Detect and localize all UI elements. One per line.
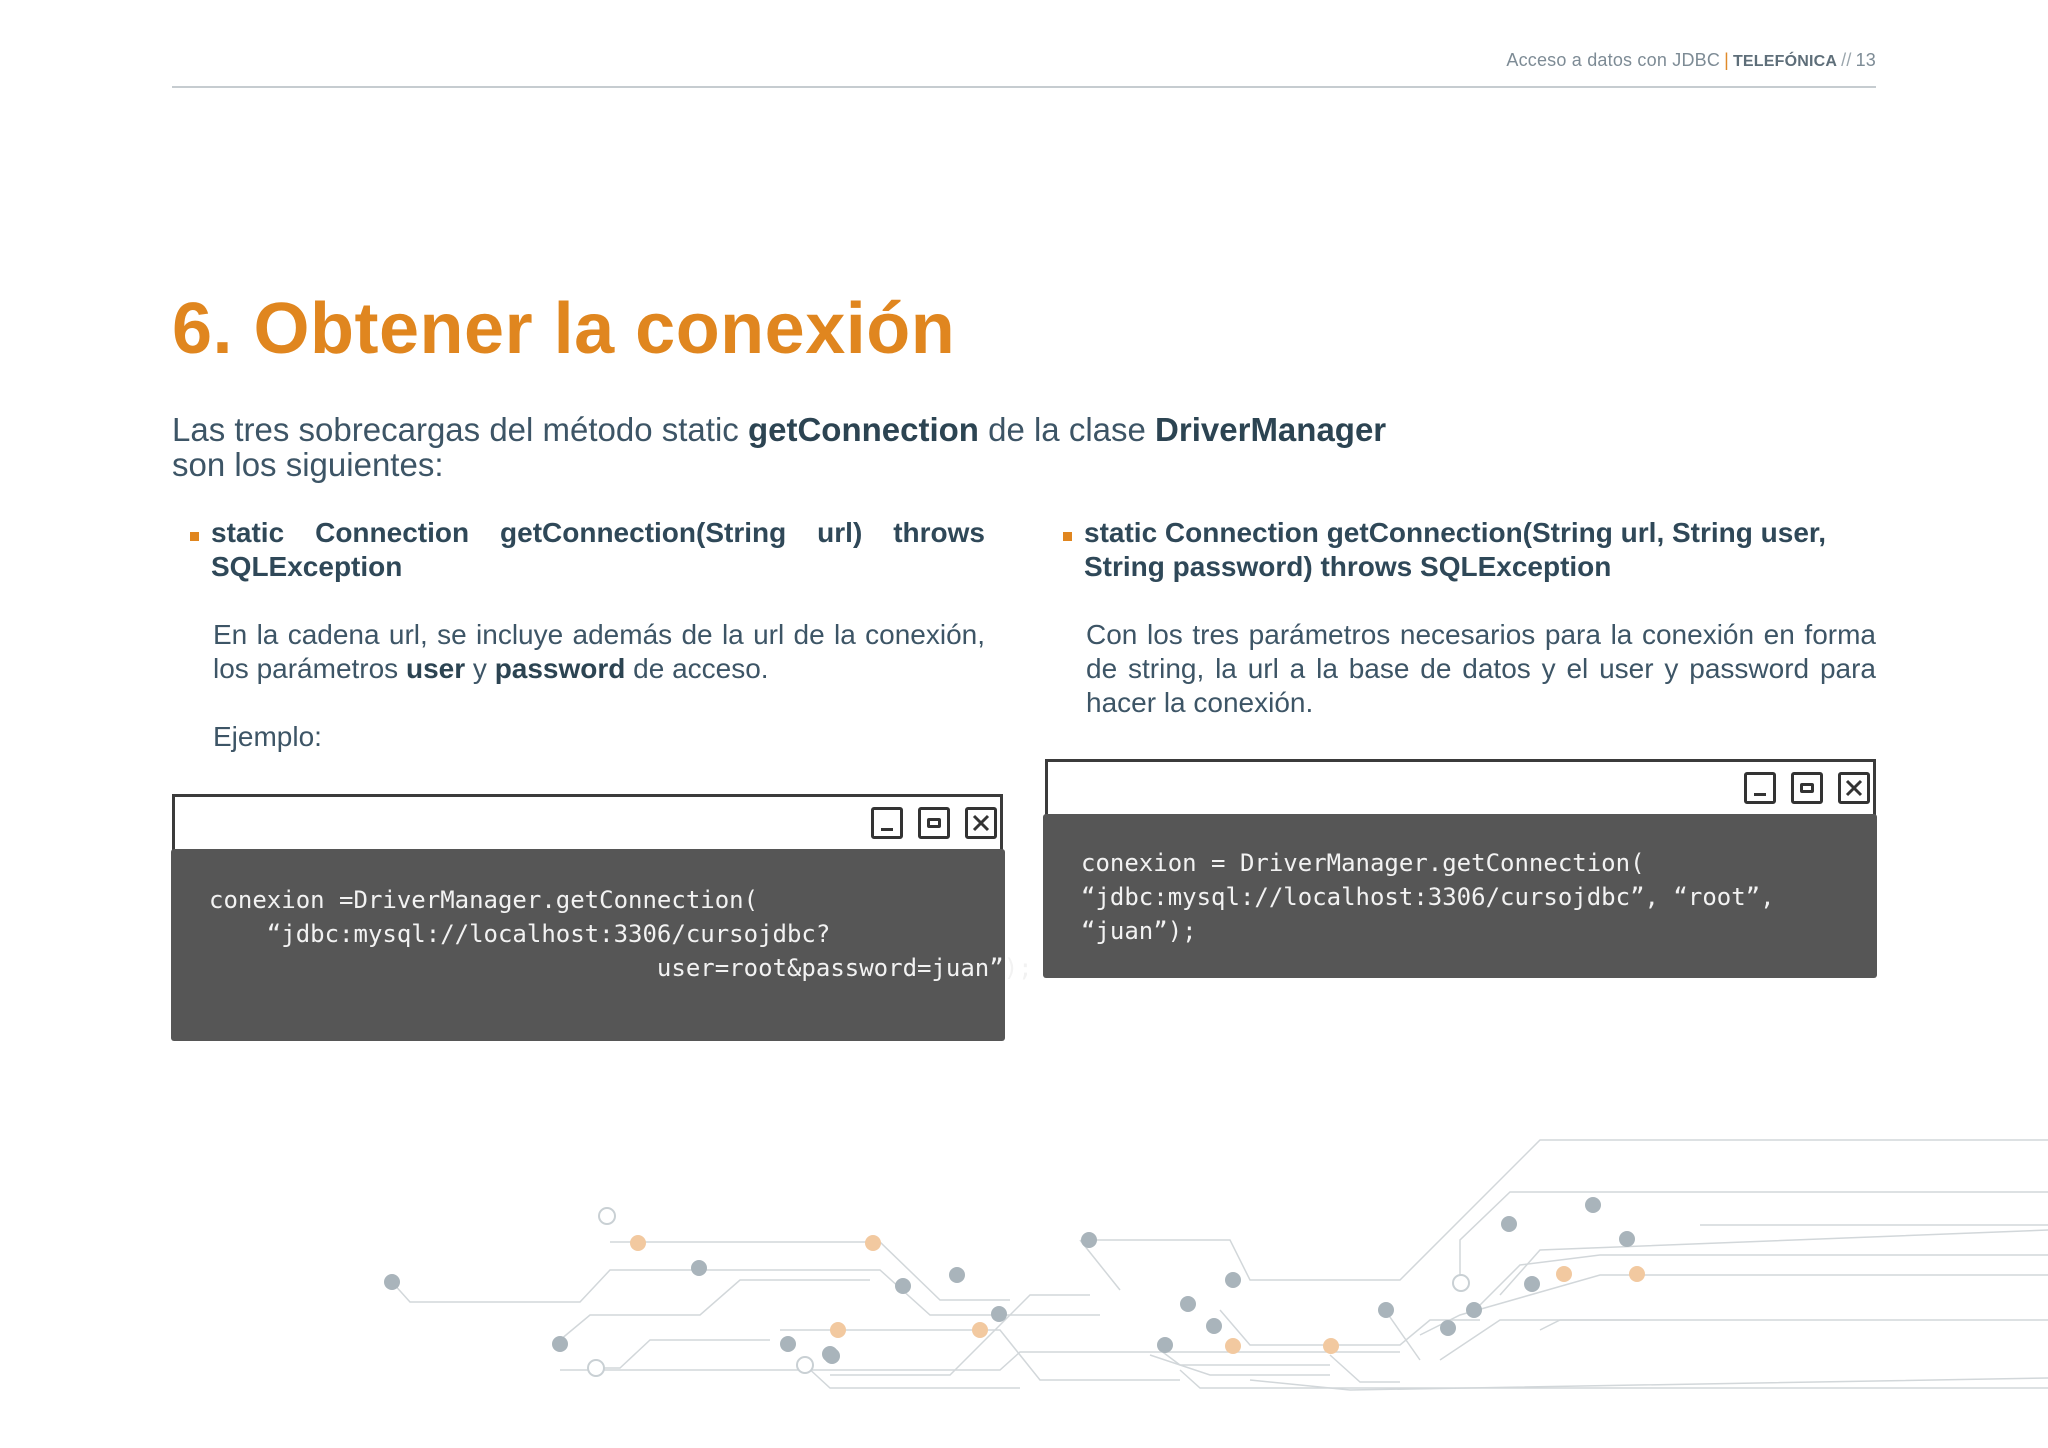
maximize-icon[interactable]	[918, 807, 950, 839]
maximize-icon[interactable]	[1791, 772, 1823, 804]
right-description: Con los tres parámetros necesarios para la conexión en forma de string, la url a la base de datos y el user y password para hacer la conexión.	[1086, 619, 1876, 718]
left-desc-2: y	[465, 653, 495, 684]
header-separator: |	[1724, 50, 1729, 70]
left-signature-text: static Connection getConnection(String url) throws SQLException	[211, 517, 985, 582]
right-column	[1063, 516, 1876, 720]
intro-bold-drivermanager: DriverManager	[1155, 411, 1387, 448]
close-icon[interactable]	[1838, 772, 1870, 804]
left-bullet-item	[190, 516, 985, 584]
example-label: Ejemplo:	[213, 721, 322, 752]
left-code-block: conexion =DriverManager.getConnection( “jdbc:mysql://localhost:3306/cursojdbc? user=root&password=juan”);	[171, 849, 1005, 1041]
right-bullet-item	[1063, 516, 1876, 584]
close-icon[interactable]	[965, 807, 997, 839]
running-header	[1506, 50, 1876, 71]
section-intro	[172, 412, 1472, 482]
intro-text-2: de la clase	[978, 411, 1156, 448]
left-description	[190, 618, 985, 686]
header-divider	[172, 86, 1876, 88]
intro-bold-getconnection: getConnection	[747, 411, 979, 448]
left-desc-3: de acceso.	[625, 653, 769, 684]
minimize-icon[interactable]	[1744, 772, 1776, 804]
right-signature: static Connection getConnection(String url, String user, String password) throws SQLException	[1084, 517, 1827, 582]
left-signature	[211, 516, 985, 584]
circuit-decoration	[0, 1120, 2048, 1420]
header-doc-title: Acceso a datos con JDBC	[1506, 50, 1721, 70]
bullet-marker	[190, 532, 199, 541]
left-desc-password: password	[494, 653, 626, 684]
left-code-window-titlebar	[172, 794, 1003, 855]
right-code-window-titlebar	[1045, 759, 1876, 820]
left-column	[190, 516, 985, 754]
section-title: 6. Obtener la conexión	[172, 289, 956, 369]
minimize-icon[interactable]	[871, 807, 903, 839]
bullet-marker	[1063, 532, 1072, 541]
left-desc-user: user	[405, 653, 466, 684]
left-desc-1: En la cadena url, se incluye además de la url de la conexión, los parámetros	[213, 619, 985, 684]
header-slashes: //	[1841, 50, 1852, 70]
page-number: 13	[1855, 50, 1876, 70]
right-code-block: conexion = DriverManager.getConnection( “jdbc:mysql://localhost:3306/cursojdbc”, “root”, “juan”);	[1043, 814, 1877, 978]
intro-text-3: son los siguientes:	[172, 446, 444, 483]
header-brand: TELEFÓNICA	[1732, 53, 1838, 70]
intro-text-1: Las tres sobrecargas del método static	[172, 411, 748, 448]
